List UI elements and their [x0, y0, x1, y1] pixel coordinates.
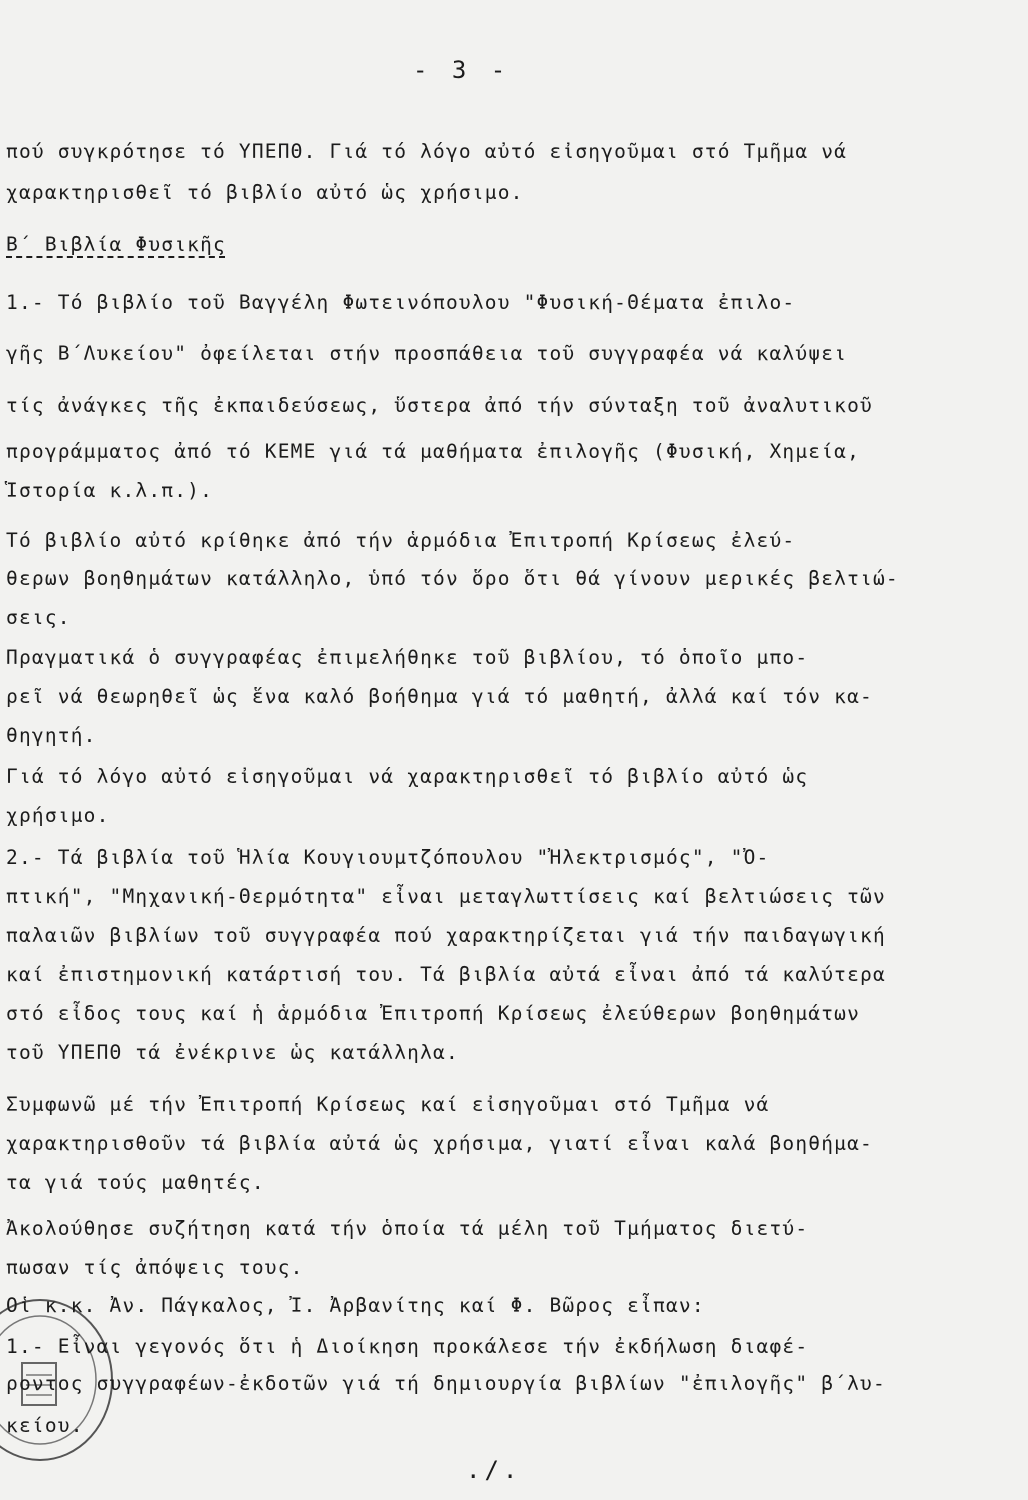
text-line: 1.- Τό βιβλίο τοῦ Βαγγέλη Φωτεινόπουλου "Φυσική-Θέματα ἐπιλο- [6, 291, 796, 314]
section-heading: Β΄ Βιβλία Φυσικῆς [6, 233, 226, 256]
text-line: θερων βοηθημάτων κατάλληλο, ὑπό τόν ὅρο ὅτι θά γίνουν μερικές βελτιώ- [6, 567, 899, 590]
text-line: καί ἐπιστημονική κατάρτισή του. Τά βιβλία αὐτά εἶναι ἀπό τά καλύτερα [6, 963, 886, 986]
text-line: Συμφωνῶ μέ τήν Ἐπιτροπή Κρίσεως καί εἰσηγοῦμαι στό Τμῆμα νά [6, 1093, 770, 1116]
text-line: τίς ἀνάγκες τῆς ἐκπαιδεύσεως, ὕστερα ἀπό τήν σύνταξη τοῦ ἀναλυτικοῦ [6, 394, 873, 417]
text-line: θηγητή. [6, 724, 97, 747]
text-line: 2.- Τά βιβλία τοῦ Ἡλία Κουγιουμτζόπουλου "Ἠλεκτρισμός", "Ὀ- [6, 846, 770, 869]
text-line: παλαιῶν βιβλίων τοῦ συγγραφέα πού χαρακτηρίζεται γιά τήν παιδαγωγική [6, 924, 886, 947]
text-line: Τό βιβλίο αὐτό κρίθηκε ἀπό τήν ἁρμόδια Ἐπιτροπή Κρίσεως ἐλεύ- [6, 529, 796, 552]
text-line: 1.- Εἶναι γεγονός ὅτι ἡ Διοίκηση προκάλεσε τήν ἐκδήλωση διαφέ- [6, 1335, 809, 1358]
text-line: Ἱστορία κ.λ.π.). [6, 479, 214, 502]
text-line: κείου. [6, 1414, 84, 1437]
text-line: Γιά τό λόγο αὐτό εἰσηγοῦμαι νά χαρακτηρισθεῖ τό βιβλίο αὐτό ὡς [6, 765, 809, 788]
text-line: στό εἶδος τους καί ἡ ἁρμόδια Ἐπιτροπή Κρίσεως ἐλεύθερων βοηθημάτων [6, 1002, 861, 1025]
text-line: γῆς Β΄Λυκείου" ὀφείλεται στήν προσπάθεια τοῦ συγγραφέα νά καλύψει [6, 342, 848, 365]
text-line: χρήσιμο. [6, 804, 110, 827]
text-line: σεις. [6, 606, 71, 629]
text-line: πωσαν τίς ἀπόψεις τους. [6, 1256, 304, 1279]
text-line: χαρακτηρισθοῦν τά βιβλία αὐτά ὡς χρήσιμα, γιατί εἶναι καλά βοηθήμα- [6, 1132, 873, 1155]
continuation-mark: ./. [466, 1456, 522, 1484]
text-line: ρεῖ νά θεωρηθεῖ ὡς ἕνα καλό βοήθημα γιά τό μαθητή, ἀλλά καί τόν κα- [6, 685, 873, 708]
text-line: Πραγματικά ὁ συγγραφέας ἐπιμελήθηκε τοῦ βιβλίου, τό ὁποῖο μπο- [6, 646, 809, 669]
text-line: ροντος συγγραφέων-ἐκδοτῶν γιά τή δημιουργία βιβλίων "ἐπιλογῆς" β΄λυ- [6, 1372, 886, 1395]
text-line: πού συγκρότησε τό ΥΠΕΠΘ. Γιά τό λόγο αὐτό εἰσηγοῦμαι στό Τμῆμα νά [6, 140, 848, 163]
text-line: Οἱ κ.κ. Ἀν. Πάγκαλος, Ἰ. Ἀρβανίτης καί Φ. Βῶρος εἶπαν: [6, 1294, 705, 1317]
text-line: Ἀκολούθησε συζήτηση κατά τήν ὁποία τά μέλη τοῦ Τμήματος διετύ- [6, 1217, 809, 1240]
text-line: προγράμματος ἀπό τό ΚΕΜΕ γιά τά μαθήματα ἐπιλογῆς (Φυσική, Χημεία, [6, 440, 861, 463]
text-line: τα γιά τούς μαθητές. [6, 1171, 265, 1194]
text-line: χαρακτηρισθεῖ τό βιβλίο αὐτό ὡς χρήσιμο. [6, 181, 524, 204]
text-line: τοῦ ΥΠΕΠΘ τά ἐνέκρινε ὡς κατάλληλα. [6, 1041, 459, 1064]
text-line: πτική", "Μηχανική-Θερμότητα" εἶναι μεταγλωττίσεις καί βελτιώσεις τῶν [6, 885, 886, 908]
page-number: - 3 - [413, 56, 511, 84]
